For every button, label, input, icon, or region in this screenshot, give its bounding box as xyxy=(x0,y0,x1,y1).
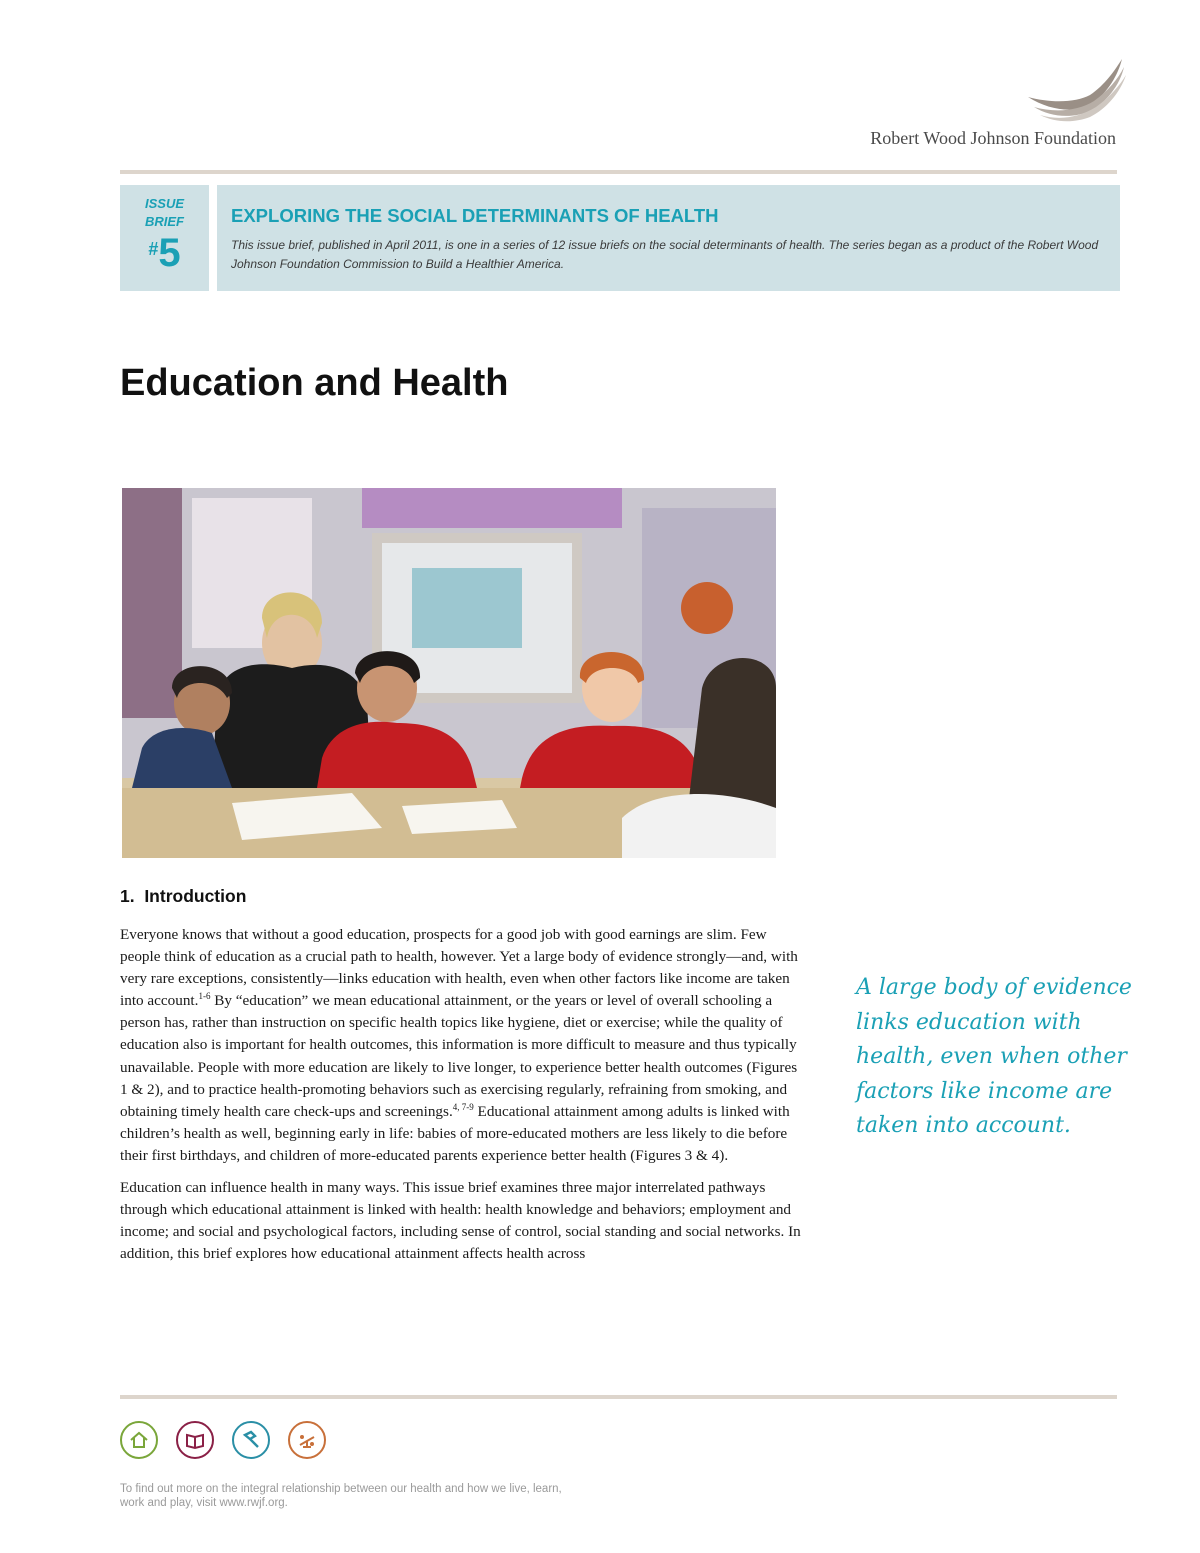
play-icon xyxy=(288,1421,326,1459)
footer-text: To find out more on the integral relationship between our health and how we live, learn, work and play, visit www.rwjf.org. xyxy=(120,1483,562,1509)
organization-name: Robert Wood Johnson Foundation xyxy=(870,128,1116,148)
issue-hash: # xyxy=(148,239,159,259)
book-icon xyxy=(176,1421,214,1459)
issue-number xyxy=(120,233,209,273)
citation-2: 4, 7-9 xyxy=(452,1101,474,1112)
series-title: EXPLORING THE SOCIAL DETERMINANTS OF HEALTH xyxy=(231,205,719,226)
house-icon xyxy=(120,1421,158,1459)
section-heading: 1. Introduction xyxy=(120,886,247,906)
paragraph-1-part-b: By “education” we mean educational attainment, or the years or level of overall schooling a person has, rather than instruction on specific health topics like hygiene, diet or exercise; while the quality of education also is important for health outcomes, this information is more difficult to measure and thus typically unavailable. People with more education are likely to live longer, to experience better health outcomes (Figures 1 & 2), and to practice health-promoting behaviors such as exercising regularly, refraining from smoking, and obtaining timely health care check-ups and screenings. xyxy=(120,992,798,1120)
series-banner xyxy=(217,185,1120,291)
footer-rule xyxy=(120,1395,1117,1399)
issue-number-value: 5 xyxy=(158,231,181,275)
paragraph-1-part-a: Everyone knows that without a good education, prospects for a good job with good earnings are slim. Few people think of education as a crucial path to health, however. Yet a large body of evidence strongly—and, with very rare exceptions, consistently—links education with health, even when other factors like income are taken into account. xyxy=(120,926,798,1010)
paragraph-2: Education can influence health in many ways. This issue brief examines three major interrelated pathways through which educational attainment is linked with health: health knowledge and behaviors; employment and income; and social and psychological factors, including sense of control, social standing and social networks. In addition, this brief explores how educational attainment affects health across xyxy=(120,1179,801,1263)
issue-badge xyxy=(120,185,209,291)
citation-1: 1-6 xyxy=(198,991,211,1002)
hammer-icon xyxy=(232,1421,270,1459)
body-text xyxy=(120,924,805,1275)
rwjf-logo-icon xyxy=(1020,55,1130,125)
issue-label: ISSUE xyxy=(144,196,184,211)
paragraph-1-part-c: Educational attainment among adults is linked with children’s health as well, beginning early in life: babies of more-educated mothers are less likely to die before their first birthdays, and children of more-educated parents experience better health (Figures 3 & 4). xyxy=(120,1102,790,1164)
brief-label: BRIEF xyxy=(145,214,184,229)
classroom-photo xyxy=(122,488,776,858)
header-rule xyxy=(120,170,1117,174)
pull-quote: A large body of evidence links education with health, even when other factors like income are taken into account. xyxy=(856,975,1132,1139)
series-description: This issue brief, published in April 2011, is one in a series of 12 issue briefs on the social determinants of health. The series began as a product of the Robert Wood Johnson Foundation Commission to Build a Healthier America. xyxy=(231,238,1099,271)
page-title: Education and Health xyxy=(120,362,509,404)
paragraph-1 xyxy=(120,924,805,1167)
